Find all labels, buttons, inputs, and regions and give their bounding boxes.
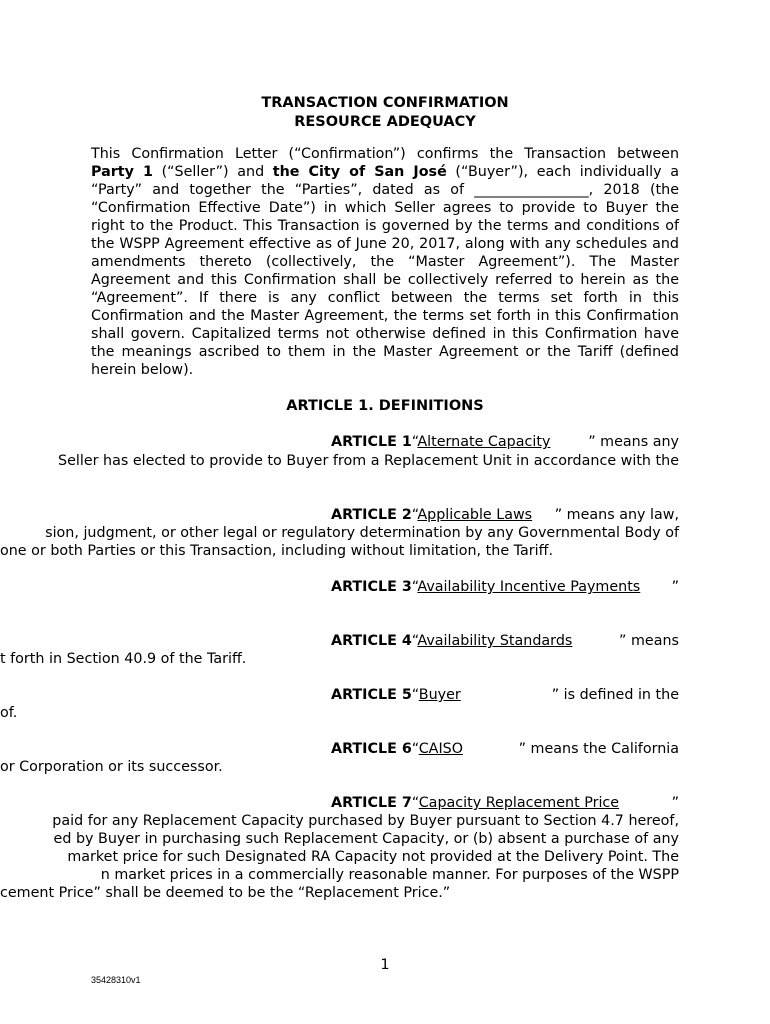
article-4-term: Availability Standards	[417, 633, 573, 649]
article-7-line-6: cement Price” shall be deemed to be the “Replacement Price.”	[0, 885, 451, 901]
article-4-label: ARTICLE 4	[331, 633, 412, 649]
article-4-line-2: t forth in Section 40.9 of the Tariff.	[0, 651, 247, 667]
article-1-lead	[331, 433, 550, 451]
article-1-first-line	[331, 433, 679, 451]
article-5-term: Buyer	[418, 687, 461, 703]
buyer-name: the City of San José	[272, 164, 447, 180]
article-6-line-2: or Corporation or its successor.	[0, 759, 223, 775]
intro-text-3: (“Buyer”), each individually a “Party” and together the “Parties”, dated as of ________________, 2018 (the “Confirmation Effective Date”) in which Seller agrees to provide to Buyer the right to the Product. This Transaction is governed by the terms and conditions of the WSPP Agreement effective as of June 20, 2017, along with any schedules and amendments thereto (collectively, the “Master Agreement”). The Master Agreement and this Confirmation shall be collectively referred to herein as the “Agreement”. If there is any conflict between the terms set forth in this Confirmation and the Master Agreement, the terms set forth in this Confirmation shall govern. Capitalized terms not otherwise defined in this Confirmation have the meanings ascribed to them in the Master Agreement or the Tariff (defined herein below).	[91, 164, 680, 378]
article-6-rest: ” means the California	[518, 741, 679, 757]
document-id: 35428310v1	[91, 975, 141, 985]
article-2-line-2: sion, judgment, or other legal or regulatory determination by any Governmental Body of	[45, 525, 679, 541]
article-3-rest: ”	[671, 579, 679, 595]
intro-paragraph	[91, 145, 679, 379]
party-1-name: Party 1	[91, 164, 153, 180]
article-6-term: CAISO	[418, 741, 464, 757]
article-2-open-quote: “	[411, 507, 418, 523]
article-7-line-2: paid for any Replacement Capacity purchased by Buyer pursuant to Section 4.7 hereof,	[52, 813, 679, 829]
article-7-line-3: ed by Buyer in purchasing such Replacement Capacity, or (b) absent a purchase of any	[53, 831, 679, 847]
article-7-first-line	[331, 794, 679, 812]
article-7-lead	[331, 794, 619, 812]
article-6-label: ARTICLE 6	[331, 741, 412, 757]
document-title-line-1: TRANSACTION CONFIRMATION	[261, 95, 509, 111]
article-2-line-3: one or both Parties or this Transaction, including without limitation, the Tariff.	[0, 543, 554, 559]
article-4-first-line	[331, 632, 679, 650]
article-5-lead	[331, 686, 461, 704]
article-2-term: Applicable Laws	[417, 507, 533, 523]
page-number: 1	[380, 957, 390, 973]
intro-text-2: (“Seller”) and	[152, 164, 273, 180]
article-2-rest: ” means any law,	[554, 507, 679, 523]
article-5-line-2: of.	[0, 705, 18, 721]
article-7-open-quote: “	[411, 795, 419, 811]
article-1-rest: ” means any	[588, 434, 679, 450]
article-7-term: Capacity Replacement Price	[418, 795, 620, 811]
article-6-open-quote: “	[411, 741, 419, 757]
article-4-lead	[331, 632, 572, 650]
article-3-first-line	[331, 578, 679, 596]
article-7-line-4: market price for such Designated RA Capacity not provided at the Delivery Point. The	[67, 849, 679, 865]
article-3-lead	[331, 578, 640, 596]
article-7-line-5: n market prices in a commercially reasonable manner. For purposes of the WSPP	[100, 867, 679, 883]
article-5-label: ARTICLE 5	[331, 687, 412, 703]
article-6-lead	[331, 740, 463, 758]
article-4-open-quote: “	[411, 633, 418, 649]
article-heading: ARTICLE 1. DEFINITIONS	[286, 398, 484, 414]
article-3-label: ARTICLE 3	[331, 579, 412, 595]
article-1-term: Alternate Capacity	[417, 434, 551, 450]
article-3-term: Availability Incentive Payments	[417, 579, 641, 595]
article-7-label: ARTICLE 7	[331, 795, 412, 811]
article-2-label: ARTICLE 2	[331, 507, 412, 523]
article-4-rest: ” means	[619, 633, 679, 649]
article-1-line-2: Seller has elected to provide to Buyer from a Replacement Unit in accordance with the	[58, 453, 679, 469]
article-1-open-quote: “	[411, 434, 418, 450]
article-5-first-line	[331, 686, 679, 704]
article-7-rest: ”	[671, 795, 679, 811]
article-5-open-quote: “	[411, 687, 419, 703]
article-6-first-line	[331, 740, 679, 758]
article-5-rest: ” is defined in the	[551, 687, 679, 703]
article-3-open-quote: “	[411, 579, 418, 595]
article-1-label: ARTICLE 1	[331, 434, 412, 450]
article-2-lead	[331, 506, 532, 524]
article-2-first-line	[331, 506, 679, 524]
document-title-line-2: RESOURCE ADEQUACY	[294, 114, 476, 130]
intro-text-1: This Confirmation Letter (“Confirmation”) confirms the Transaction between	[91, 146, 679, 162]
